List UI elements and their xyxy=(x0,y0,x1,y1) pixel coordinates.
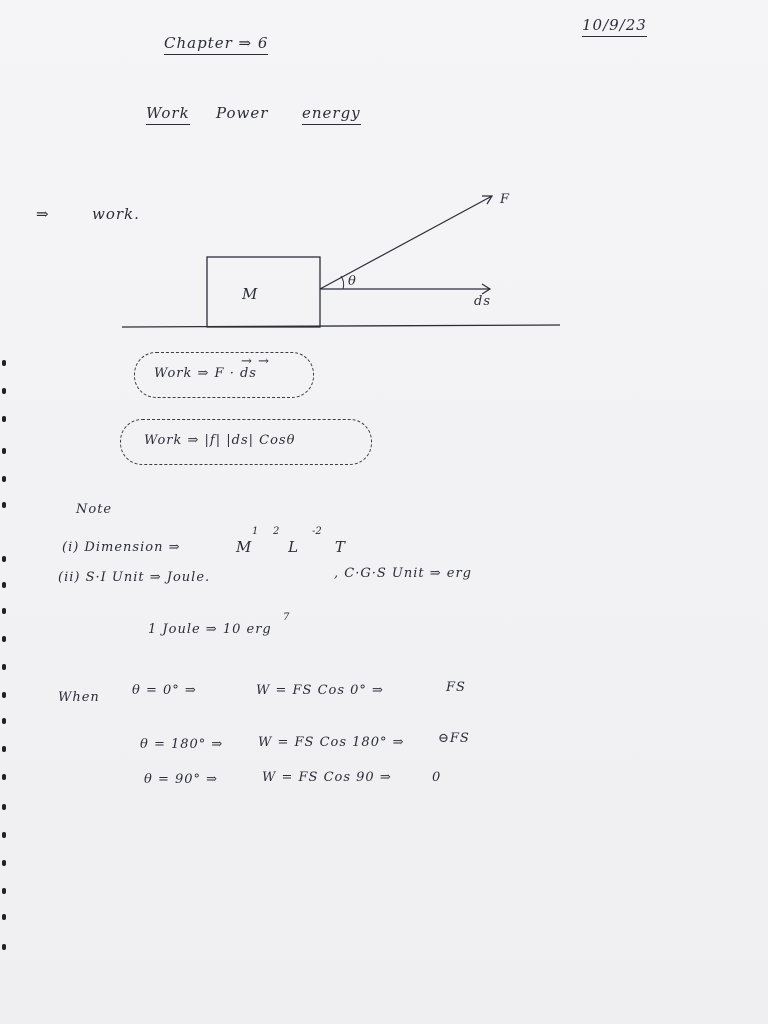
force-label: F xyxy=(500,192,511,207)
formula-vector: Work ⇒ F · ds xyxy=(154,366,257,381)
case-result: FS xyxy=(446,680,466,695)
displacement-label: ds xyxy=(474,294,491,309)
when-label: When xyxy=(58,690,100,705)
case-equation: W = FS Cos 0° ⇒ xyxy=(256,683,384,698)
chapter-title: Chapter ⇒ 6 xyxy=(164,34,268,55)
ground-line xyxy=(122,325,560,327)
exponent-t: -2 xyxy=(312,526,322,537)
case-angle: θ = 90° ⇒ xyxy=(144,772,219,787)
case-result: 0 xyxy=(432,770,442,785)
title-word-power: Power xyxy=(216,104,269,122)
case-angle: θ = 180° ⇒ xyxy=(140,737,224,752)
title-word-work: Work xyxy=(146,104,190,125)
note-heading: Note xyxy=(76,502,113,517)
case-result: ⊖FS xyxy=(438,731,470,746)
block-label: M xyxy=(242,285,259,303)
joule-conversion: 1 Joule ⇒ 10 erg xyxy=(148,622,272,637)
section-heading: work. xyxy=(92,205,140,223)
joule-exponent: 7 xyxy=(283,612,290,623)
title-word-energy: energy xyxy=(302,104,361,125)
angle-label: θ xyxy=(348,274,357,289)
case-equation: W = FS Cos 90 ⇒ xyxy=(262,770,392,785)
force-arrow xyxy=(320,196,492,289)
arrow-icon: ⇒ xyxy=(36,205,50,223)
case-angle: θ = 0° ⇒ xyxy=(132,683,197,698)
dimension-text: (i) Dimension ⇒ xyxy=(62,540,181,555)
exponent-l: 2 xyxy=(273,526,280,537)
formula-scalar: Work ⇒ |f| |ds| Cosθ xyxy=(144,433,296,448)
vector-arrow-icon: → → xyxy=(241,354,270,369)
case-equation: W = FS Cos 180° ⇒ xyxy=(258,735,405,750)
date: 10/9/23 xyxy=(582,16,647,37)
exponent-m: 1 xyxy=(252,526,259,537)
si-unit-text: (ii) S·I Unit ⇒ Joule. xyxy=(58,570,211,585)
block-m xyxy=(207,257,320,327)
cgs-unit-text: , C·G·S Unit ⇒ erg xyxy=(334,566,472,581)
dimension-value: M L T xyxy=(236,538,361,556)
